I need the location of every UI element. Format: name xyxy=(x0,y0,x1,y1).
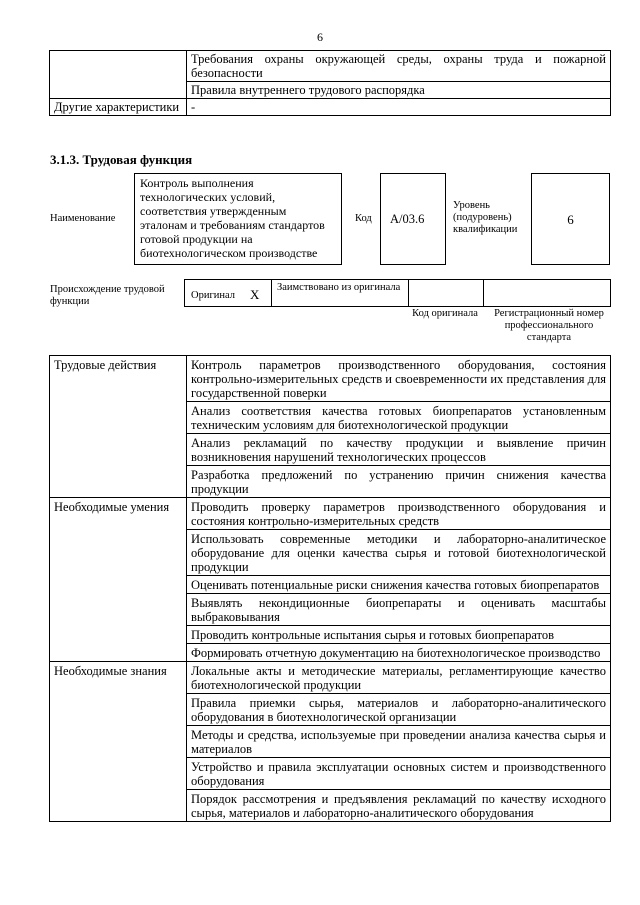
knowledge-label: Необходимые знания xyxy=(50,662,187,822)
level-value: 6 xyxy=(531,173,610,265)
table-cell: Контроль параметров производственного оборудования, состояния контрольно-измерительных средств и своевременности их представления для государственной поверки xyxy=(187,356,611,402)
origin-row xyxy=(184,279,611,307)
skills-label: Необходимые умения xyxy=(50,498,187,662)
other-characteristics-value: - xyxy=(187,99,611,116)
table-cell: Анализ рекламаций по качеству продукции и выявление причин возникновения нарушений технологических процессов xyxy=(187,434,611,466)
original-label: Оригинал xyxy=(191,290,235,301)
table-cell: Использовать современные методики и лабораторно-аналитическое оборудование для оценки качества сырья и готовой биотехнологической продукции xyxy=(187,530,611,576)
table-cell: Порядок рассмотрения и предъявления рекламаций по качеству исходного сырья, материалов и лабораторно-аналитического оборудования xyxy=(187,790,611,822)
table-cell: Оценивать потенциальные риски снижения качества готовых биопрепаратов xyxy=(187,576,611,594)
main-table xyxy=(49,355,611,822)
code-value: А/03.6 xyxy=(380,173,446,265)
name-label: Наименование xyxy=(50,213,116,224)
table-cell: Правила приемки сырья, материалов и лабораторно-аналитического оборудования в биотехнологической организации xyxy=(187,694,611,726)
table-cell: Методы и средства, используемые при проведении анализа качества сырья и материалов xyxy=(187,726,611,758)
table-cell: Анализ соответствия качества готовых биопрепаратов установленным техническим условиям для биотехнологической продукции xyxy=(187,402,611,434)
section-title: 3.1.3. Трудовая функция xyxy=(50,152,193,167)
page-number: 6 xyxy=(317,30,323,44)
function-name: Контроль выполнения технологических условий, соответствия утвержденным эталонам и требованиям стандартов готовой продукции на биотехнологическом производстве xyxy=(134,173,342,265)
divider xyxy=(483,280,484,306)
original-mark: X xyxy=(250,287,260,302)
top-table xyxy=(49,50,611,116)
table-cell: Формировать отчетную документацию на биотехнологическое производство xyxy=(187,644,611,662)
table-cell: Разработка предложений по устранению причин снижения качества продукции xyxy=(187,466,611,498)
table-cell: Проводить проверку параметров производственного оборудования и состояния контрольно-измерительных средств xyxy=(187,498,611,530)
table-cell: Проводить контрольные испытания сырья и готовых биопрепаратов xyxy=(187,626,611,644)
top-row-value: Правила внутреннего трудового распорядка xyxy=(187,82,611,99)
code-label: Код xyxy=(355,213,372,224)
top-row-value: Требования охраны окружающей среды, охраны труда и пожарной безопасности xyxy=(187,51,611,82)
other-characteristics-label: Другие характеристики xyxy=(50,99,187,116)
level-label: Уровень (подуровень) квалификации xyxy=(453,200,518,235)
origin-label: Происхождение трудовой функции xyxy=(50,284,165,307)
borrowed-label: Заимствовано из оригинала xyxy=(277,282,401,293)
code-caption: Код оригинала xyxy=(412,308,478,319)
reg-caption: Регистрационный номер профессионального стандарта xyxy=(494,308,604,343)
divider xyxy=(271,280,272,306)
table-cell: Устройство и правила эксплуатации основных систем и производственного оборудования xyxy=(187,758,611,790)
divider xyxy=(408,280,409,306)
top-row-label xyxy=(50,51,187,99)
table-cell: Локальные акты и методические материалы, регламентирующие качество биотехнологической продукции xyxy=(187,662,611,694)
labor-actions-label: Трудовые действия xyxy=(50,356,187,498)
table-cell: Выявлять некондиционные биопрепараты и оценивать масштабы выбраковывания xyxy=(187,594,611,626)
